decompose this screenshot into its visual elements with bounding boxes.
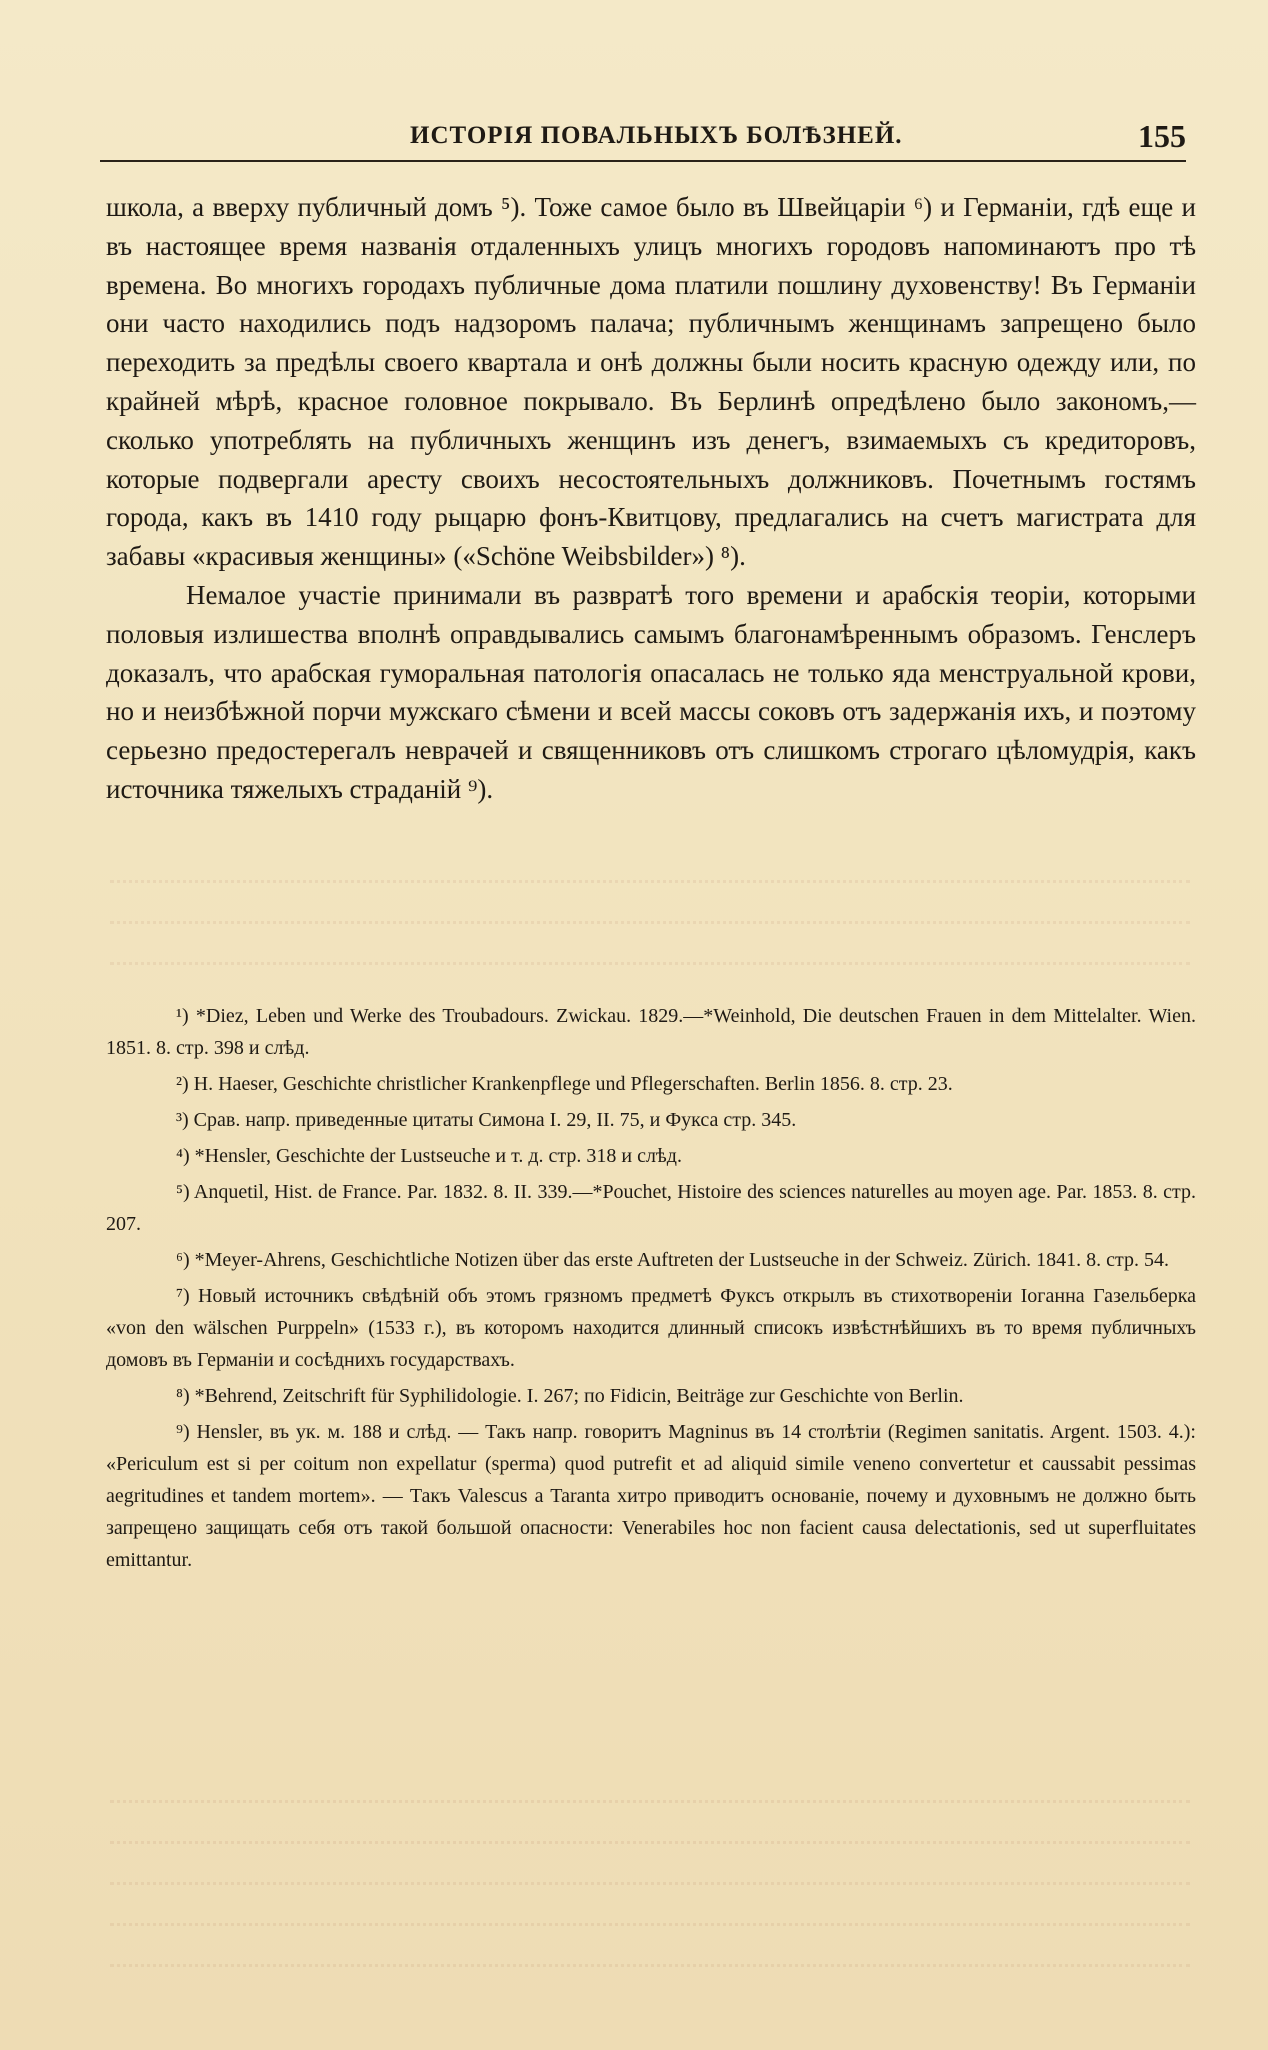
footnote: ³) Срав. напр. приведенные цитаты Симона I. 29, II. 75, и Фукса стр. 345. [176, 1109, 797, 1131]
running-head-title: ИСТОРІЯ ПОВАЛЬНЫХЪ БОЛѢЗНЕЙ. [410, 122, 903, 149]
body-paragraph: Немалое участіе принимали въ развратѣ того времени и арабскія теоріи, которыми половыя излишества вполнѣ оправдывались самымъ благонамѣреннымъ образомъ. Генслеръ доказалъ, что арабская гуморальная патологія опасалась не только яда менструальной крови, но и неизбѣжной порчи мужскаго сѣмени и всей массы соковъ отъ задержанія ихъ, и поэтому серьезно предостерегалъ неврачей и священниковъ отъ слишкомъ строгаго цѣломудрія, какъ источника тяжелыхъ страданій ⁹). [106, 579, 1196, 804]
body-paragraph: школа, а вверху публичный домъ ⁵). Тоже самое было въ Швейцаріи ⁶) и Германіи, гдѣ еще и въ настоящее время названія отдаленныхъ улицъ многихъ городовъ напоминаютъ про тѣ времена. Во многихъ городахъ публичные дома платили пошлину духовенству! Въ Германіи они часто находились подъ надзоромъ палача; публичнымъ женщинамъ запрещено было переходить за предѣлы своего квартала и онѣ должны были носить красную одежду или, по крайней мѣрѣ, красное головное покрывало. Въ Берлинѣ опредѣлено было закономъ,—сколько употреблять на публичныхъ женщинъ изъ денегъ, взимаемыхъ съ кредиторовъ, которые подвергали аресту своихъ несостоятельныхъ должниковъ. Почетнымъ гостямъ города, какъ въ 1410 году рыцарю фонъ-Квитцову, предлагались на счетъ магистрата для забавы «красивыя женщины» («Schöne Weibsbilder») ⁸). [106, 192, 1196, 572]
bleed-through-texture [110, 1800, 1190, 2005]
running-header [100, 118, 1186, 158]
footnote: ⁴) *Hensler, Geschichte der Lustseuche и т. д. стр. 318 и слѣд. [176, 1145, 682, 1167]
footnote: ⁸) *Behrend, Zeitschrift für Syphilidologie. I. 267; по Fidicin, Beiträge zur Geschichte von Berlin. [176, 1385, 964, 1407]
footnote: ⁷) Новый источникъ свѣдѣній объ этомъ грязномъ предметѣ Фуксъ открылъ въ стихотвореніи Іоганна Газельберка «von den wälschen Purppeln» (1533 г.), въ которомъ находится длинный списокъ извѣстнѣйшихъ въ то время публичныхъ домовъ въ Германіи и сосѣднихъ государствахъ. [106, 1285, 1196, 1371]
main-text [106, 188, 1196, 809]
footnote: ¹) *Diez, Leben und Werke des Troubadours. Zwickau. 1829.—*Weinhold, Die deutschen Frauen in dem Mittelalter. Wien. 1851. 8. стр. 398 и слѣд. [106, 1005, 1196, 1059]
footnote: ²) H. Haeser, Geschichte christlicher Krankenpflege und Pflegerschaften. Berlin 1856. 8. стр. 23. [176, 1073, 953, 1095]
footnote: ⁶) *Meyer-Ahrens, Geschichtliche Notizen über das erste Auftreten der Lustseuche in der Schweiz. Zürich. 1841. 8. стр. 54. [176, 1249, 1170, 1271]
footnote: ⁵) Anquetil, Hist. de France. Par. 1832. 8. II. 339.—*Pouchet, Histoire des sciences naturelles au moyen age. Par. 1853. 8. стр. 207. [106, 1181, 1196, 1235]
bleed-through-texture [110, 880, 1190, 1003]
header-rule [100, 160, 1186, 162]
page-number: 155 [1138, 118, 1186, 154]
footnote: ⁹) Hensler, въ ук. м. 188 и слѣд. — Такъ напр. говоритъ Magninus въ 14 столѣтіи (Regimen sanitatis. Argent. 1503. 4.): «Periculum est si per coitum non expellatur (sperma) quod putrefit et ad aliquid simile veneno convertetur et caussabit pessimas aegritudines et tandem mortem». — Такъ Valescus a Taranta хитро приводитъ основаніе, почему и духовнымъ не должно быть запрещено защищать себя отъ такой большой опасности: Venerabiles hoc non facient causa delectationis, sed ut superfluitates emittantur. [106, 1421, 1196, 1571]
footnotes [106, 1000, 1196, 1580]
